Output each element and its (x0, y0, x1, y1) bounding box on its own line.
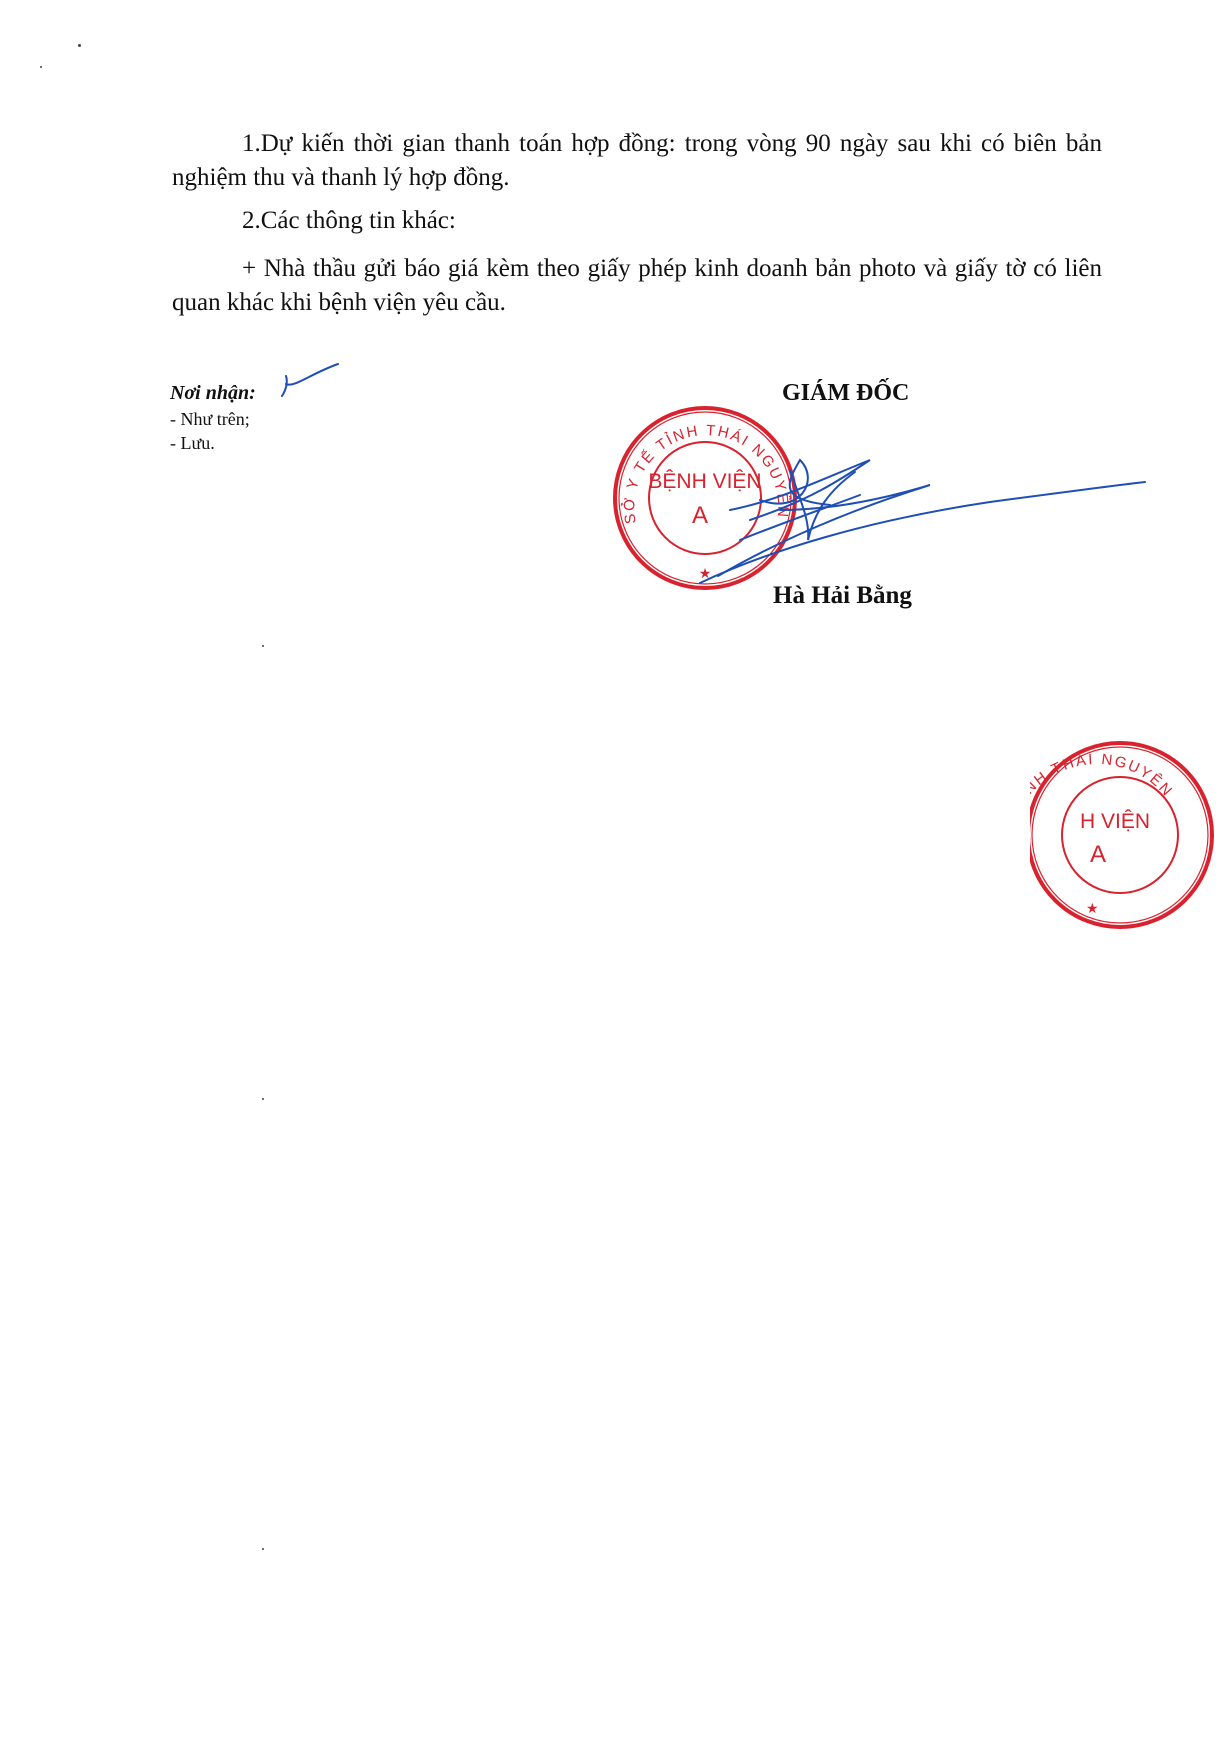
other-info-heading: 2.Các thông tin khác: (242, 207, 456, 234)
recipient-item: - Lưu. (170, 433, 215, 453)
partial-stamp-center-line2: A (1090, 841, 1107, 868)
stamp-ring-text: SỞ Y TẾ TỈNH THÁI NGUYÊN (620, 421, 792, 525)
scan-speck (40, 66, 42, 68)
partial-stamp-star-icon: ★ (1086, 901, 1099, 917)
partial-stamp (1020, 735, 1221, 935)
signatory-name: Hà Hải Bằng (773, 582, 912, 609)
scan-speck (262, 645, 264, 647)
partial-stamp-ring-text: NH THÁI NGUYÊN (1020, 750, 1177, 801)
partial-stamp-center-line1: H VIỆN (1080, 810, 1151, 833)
recipient-item: - Như trên; (170, 409, 250, 429)
svg-text:NH THÁI NGUYÊN (1020, 750, 1177, 801)
scan-speck (78, 44, 81, 47)
director-signature (690, 440, 1150, 590)
stamp-center-line1: BỆNH VIỆN (648, 470, 762, 493)
stamp-center-line2: A (691, 502, 709, 529)
signatory-title: GIÁM ĐỐC (782, 380, 910, 406)
contractor-note-paragraph: + Nhà thầu gửi báo giá kèm theo giấy phép kinh doanh bản photo và giấy tờ có liên quan khác khi bệnh viện yêu cầu. (172, 255, 1102, 316)
recipients-heading: Nơi nhận: (170, 382, 256, 404)
scan-speck (262, 1098, 264, 1100)
scan-speck (262, 1548, 264, 1550)
stamp-star-icon: ★ (698, 566, 712, 582)
recipients-block (170, 379, 256, 455)
initial-check-mark (280, 362, 340, 402)
payment-paragraph: 1.Dự kiến thời gian thanh toán hợp đồng: trong vòng 90 ngày sau khi có biên bản nghiệm thu và thanh lý hợp đồng. (172, 130, 1102, 191)
